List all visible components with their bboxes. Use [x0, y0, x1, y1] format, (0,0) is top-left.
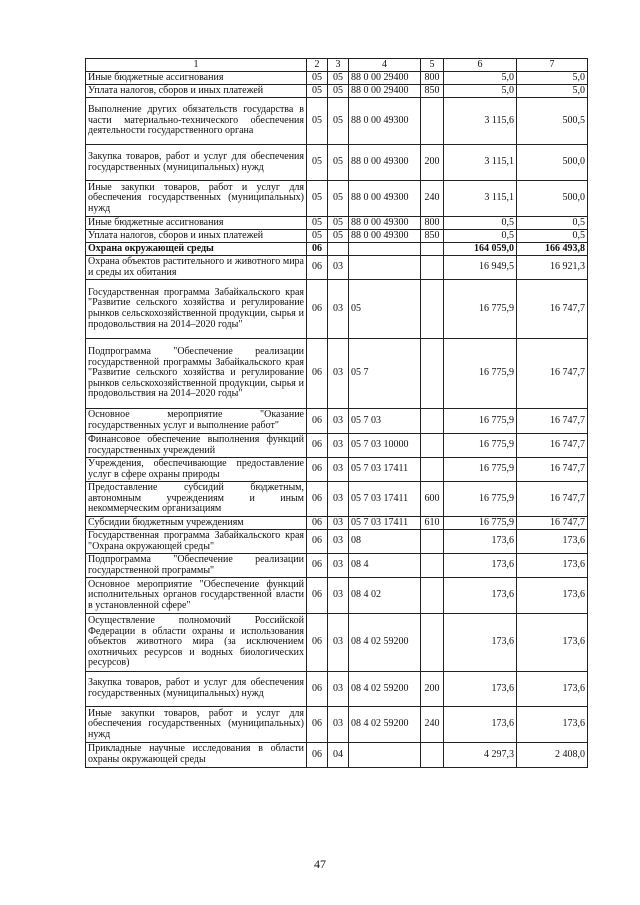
amount-cell: 173,6: [444, 530, 517, 554]
table-row: [86, 672, 588, 707]
desc-cell: Государственная программа Забайкальского края "Развитие сельского хозяйства и регулирование рынков сельскохозяйственной продукции, сырья и продовольствия на 2014–2020 годы": [86, 280, 307, 339]
amount-cell: 16 775,9: [444, 409, 517, 434]
code-cell: [421, 256, 444, 280]
table-row: [86, 217, 588, 230]
table-row: [86, 434, 588, 458]
amount-cell: 16 775,9: [444, 517, 517, 530]
amount-cell: 173,6: [517, 672, 588, 707]
code-cell: 05: [328, 85, 349, 98]
code-cell: 03: [328, 482, 349, 517]
amount-cell: 16 921,3: [517, 256, 588, 280]
code-cell: [328, 243, 349, 256]
code-cell: 05: [328, 181, 349, 217]
table-row: [86, 243, 588, 256]
code-cell: [421, 339, 444, 409]
table-row: [86, 554, 588, 578]
code-cell: [349, 243, 421, 256]
code-cell: 03: [328, 256, 349, 280]
code-cell: 200: [421, 672, 444, 707]
code-cell: 05 7 03 17411: [349, 517, 421, 530]
code-cell: 88 0 00 49300: [349, 145, 421, 181]
code-cell: 06: [307, 458, 328, 482]
amount-cell: 16 775,9: [444, 458, 517, 482]
code-cell: [421, 614, 444, 672]
code-cell: 03: [328, 409, 349, 434]
table-row: [86, 230, 588, 243]
code-cell: 08 4 02 59200: [349, 672, 421, 707]
code-cell: [421, 578, 444, 614]
desc-cell: Финансовое обеспечение выполнения функций государственных учреждений: [86, 434, 307, 458]
code-cell: 600: [421, 482, 444, 517]
code-cell: [421, 98, 444, 145]
code-cell: 06: [307, 743, 328, 768]
code-cell: 05: [307, 181, 328, 217]
code-cell: 03: [328, 707, 349, 743]
amount-cell: 164 059,0: [444, 243, 517, 256]
amount-cell: 173,6: [444, 554, 517, 578]
code-cell: 05: [328, 98, 349, 145]
desc-cell: Уплата налогов, сборов и иных платежей: [86, 85, 307, 98]
code-cell: 05 7 03: [349, 409, 421, 434]
table-row: [86, 578, 588, 614]
table-row: [86, 339, 588, 409]
code-cell: 03: [328, 530, 349, 554]
code-cell: 03: [328, 578, 349, 614]
amount-cell: 5,0: [444, 72, 517, 85]
code-cell: 06: [307, 256, 328, 280]
code-cell: 08: [349, 530, 421, 554]
code-cell: 05: [328, 72, 349, 85]
amount-cell: 500,0: [517, 145, 588, 181]
desc-cell: Иные закупки товаров, работ и услуг для обеспечения государственных (муниципальных) нужд: [86, 181, 307, 217]
desc-cell: Прикладные научные исследования в области охраны окружающей среды: [86, 743, 307, 768]
code-cell: 03: [328, 517, 349, 530]
amount-cell: 16 747,7: [517, 280, 588, 339]
code-cell: 06: [307, 243, 328, 256]
desc-cell: Выполнение других обязательств государства в части материально-технического обеспечения деятельности государственного органа: [86, 98, 307, 145]
table-row: [86, 482, 588, 517]
desc-cell: Охрана окружающей среды: [86, 243, 307, 256]
amount-cell: 16 747,7: [517, 517, 588, 530]
code-cell: 800: [421, 217, 444, 230]
code-cell: 800: [421, 72, 444, 85]
table-row: [86, 458, 588, 482]
code-cell: [349, 256, 421, 280]
desc-cell: Иные бюджетные ассигнования: [86, 217, 307, 230]
table-body: [86, 72, 588, 768]
code-cell: 88 0 00 29400: [349, 72, 421, 85]
amount-cell: 5,0: [517, 85, 588, 98]
desc-cell: Закупка товаров, работ и услуг для обеспечения государственных (муниципальных) нужд: [86, 672, 307, 707]
budget-table: [85, 58, 588, 768]
amount-cell: 2 408,0: [517, 743, 588, 768]
code-cell: 05 7 03 17411: [349, 482, 421, 517]
code-cell: 06: [307, 614, 328, 672]
header-cell: 3: [328, 59, 349, 72]
amount-cell: 16 775,9: [444, 339, 517, 409]
code-cell: 05: [307, 230, 328, 243]
table-row: [86, 707, 588, 743]
code-cell: 05: [328, 230, 349, 243]
code-cell: [421, 458, 444, 482]
code-cell: 05 7: [349, 339, 421, 409]
table-row: [86, 614, 588, 672]
code-cell: 240: [421, 707, 444, 743]
amount-cell: 173,6: [517, 530, 588, 554]
code-cell: 05: [349, 280, 421, 339]
amount-cell: 0,5: [444, 217, 517, 230]
amount-cell: 3 115,1: [444, 181, 517, 217]
code-cell: 610: [421, 517, 444, 530]
amount-cell: 0,5: [517, 230, 588, 243]
code-cell: 03: [328, 614, 349, 672]
desc-cell: Государственная программа Забайкальского края "Охрана окружающей среды": [86, 530, 307, 554]
code-cell: [421, 434, 444, 458]
code-cell: 04: [328, 743, 349, 768]
code-cell: 08 4 02 59200: [349, 614, 421, 672]
code-cell: 200: [421, 145, 444, 181]
header-cell: 4: [349, 59, 421, 72]
code-cell: 06: [307, 339, 328, 409]
desc-cell: Учреждения, обеспечивающие предоставление услуг в сфере охраны природы: [86, 458, 307, 482]
header-cell: 2: [307, 59, 328, 72]
amount-cell: 173,6: [444, 578, 517, 614]
amount-cell: 173,6: [444, 614, 517, 672]
amount-cell: 3 115,1: [444, 145, 517, 181]
code-cell: 06: [307, 707, 328, 743]
code-cell: 06: [307, 530, 328, 554]
table-row: [86, 409, 588, 434]
code-cell: 05: [328, 145, 349, 181]
code-cell: 03: [328, 672, 349, 707]
desc-cell: Осуществление полномочий Российской Федерации в области охраны и использования объектов животного мира (за исключением охотничьих ресурсов и водных биологических ресурсов): [86, 614, 307, 672]
code-cell: [421, 743, 444, 768]
amount-cell: 173,6: [444, 672, 517, 707]
code-cell: 05: [307, 145, 328, 181]
code-cell: 05: [307, 98, 328, 145]
table-row: [86, 85, 588, 98]
table-row: [86, 743, 588, 768]
code-cell: 05: [307, 85, 328, 98]
code-cell: 06: [307, 578, 328, 614]
code-cell: 06: [307, 280, 328, 339]
code-cell: 06: [307, 482, 328, 517]
code-cell: 88 0 00 29400: [349, 85, 421, 98]
code-cell: 05 7 03 17411: [349, 458, 421, 482]
desc-cell: Иные бюджетные ассигнования: [86, 72, 307, 85]
code-cell: 03: [328, 280, 349, 339]
table-row: [86, 72, 588, 85]
header-row: [86, 59, 588, 72]
code-cell: 88 0 00 49300: [349, 98, 421, 145]
desc-cell: Основное мероприятие "Оказание государственных услуг и выполнение работ": [86, 409, 307, 434]
desc-cell: Субсидии бюджетным учреждениям: [86, 517, 307, 530]
desc-cell: Основное мероприятие "Обеспечение функций исполнительных органов государственной власти в установленной сфере": [86, 578, 307, 614]
code-cell: 08 4 02: [349, 578, 421, 614]
table-row: [86, 530, 588, 554]
page-number: 47: [314, 857, 326, 871]
table-row: [86, 145, 588, 181]
desc-cell: Подпрограмма "Обеспечение реализации государственной программы Забайкальского края "Развитие сельского хозяйства и регулирование рынков сельскохозяйственной продукции, сырья и продовольствия на 2014–2020 годы": [86, 339, 307, 409]
code-cell: 05 7 03 10000: [349, 434, 421, 458]
desc-cell: Уплата налогов, сборов и иных платежей: [86, 230, 307, 243]
code-cell: 88 0 00 49300: [349, 181, 421, 217]
desc-cell: Закупка товаров, работ и услуг для обеспечения государственных (муниципальных) нужд: [86, 145, 307, 181]
amount-cell: 4 297,3: [444, 743, 517, 768]
code-cell: 06: [307, 554, 328, 578]
code-cell: [421, 530, 444, 554]
amount-cell: 16 775,9: [444, 280, 517, 339]
amount-cell: 173,6: [517, 554, 588, 578]
table-row: [86, 517, 588, 530]
code-cell: 03: [328, 554, 349, 578]
desc-cell: Предоставление субсидий бюджетным, автономным учреждениям и иным некоммерческим организациям: [86, 482, 307, 517]
code-cell: 240: [421, 181, 444, 217]
amount-cell: 173,6: [517, 707, 588, 743]
code-cell: 06: [307, 434, 328, 458]
code-cell: [421, 409, 444, 434]
amount-cell: 173,6: [517, 614, 588, 672]
code-cell: 03: [328, 458, 349, 482]
amount-cell: 5,0: [517, 72, 588, 85]
amount-cell: 166 493,8: [517, 243, 588, 256]
code-cell: 06: [307, 672, 328, 707]
amount-cell: 16 747,7: [517, 482, 588, 517]
header-cell: 7: [517, 59, 588, 72]
code-cell: 05: [307, 72, 328, 85]
amount-cell: 0,5: [444, 230, 517, 243]
amount-cell: 3 115,6: [444, 98, 517, 145]
code-cell: 03: [328, 434, 349, 458]
code-cell: 850: [421, 85, 444, 98]
amount-cell: 16 747,7: [517, 339, 588, 409]
header-cell: 1: [86, 59, 307, 72]
amount-cell: 16 775,9: [444, 434, 517, 458]
amount-cell: 173,6: [517, 578, 588, 614]
table-row: [86, 181, 588, 217]
table-row: [86, 256, 588, 280]
header-cell: 5: [421, 59, 444, 72]
amount-cell: 16 775,9: [444, 482, 517, 517]
amount-cell: 500,0: [517, 181, 588, 217]
code-cell: 05: [307, 217, 328, 230]
desc-cell: Охрана объектов растительного и животного мира и среды их обитания: [86, 256, 307, 280]
amount-cell: 16 949,5: [444, 256, 517, 280]
desc-cell: Подпрограмма "Обеспечение реализации государственной программы": [86, 554, 307, 578]
amount-cell: 16 747,7: [517, 458, 588, 482]
code-cell: 850: [421, 230, 444, 243]
code-cell: [421, 243, 444, 256]
code-cell: 05: [328, 217, 349, 230]
header-cell: 6: [444, 59, 517, 72]
budget-table-sheet: [85, 58, 587, 768]
amount-cell: 5,0: [444, 85, 517, 98]
code-cell: 06: [307, 517, 328, 530]
amount-cell: 500,5: [517, 98, 588, 145]
amount-cell: 16 747,7: [517, 409, 588, 434]
code-cell: 06: [307, 409, 328, 434]
amount-cell: 173,6: [444, 707, 517, 743]
code-cell: 08 4 02 59200: [349, 707, 421, 743]
amount-cell: 16 747,7: [517, 434, 588, 458]
desc-cell: Иные закупки товаров, работ и услуг для обеспечения государственных (муниципальных) нужд: [86, 707, 307, 743]
amount-cell: 0,5: [517, 217, 588, 230]
code-cell: 88 0 00 49300: [349, 230, 421, 243]
table-row: [86, 98, 588, 145]
table-row: [86, 280, 588, 339]
code-cell: [421, 280, 444, 339]
code-cell: [349, 743, 421, 768]
code-cell: 88 0 00 49300: [349, 217, 421, 230]
code-cell: 03: [328, 339, 349, 409]
code-cell: 08 4: [349, 554, 421, 578]
code-cell: [421, 554, 444, 578]
